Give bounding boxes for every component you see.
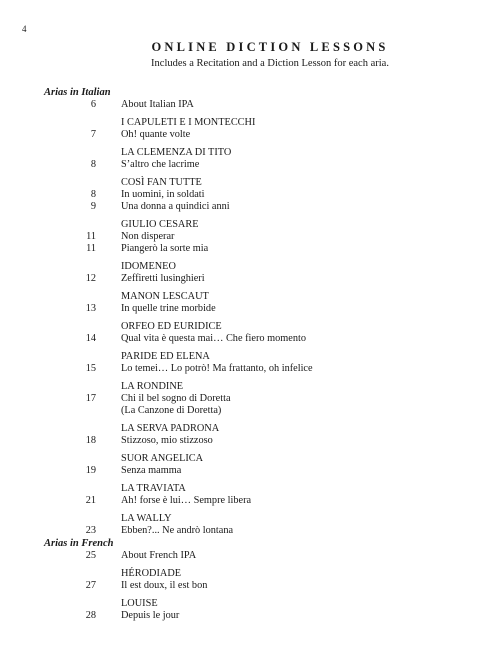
opera-title: LOUISE (121, 598, 158, 609)
aria-page-number: 11 (86, 231, 96, 242)
aria-title: Qual vita è questa mai… Che fiero momento (121, 333, 307, 344)
aria-page-number: 14 (85, 333, 96, 344)
aria-page-number: 17 (85, 393, 96, 404)
section-heading: Arias in French (44, 538, 114, 549)
aria-page-number: 7 (90, 129, 96, 140)
aria-title: In uomini, in soldati (121, 189, 205, 200)
aria-page-number: 9 (90, 201, 96, 212)
opera-entry (0, 255, 500, 285)
aria-title: Zeffiretti lusinghieri (121, 273, 205, 284)
opera-entry (0, 171, 500, 213)
list-item (0, 333, 500, 345)
page-title: ONLINE DICTION LESSONS (151, 40, 389, 54)
list-item (0, 363, 500, 375)
opera-entry (0, 375, 500, 417)
aria-page-number: 28 (85, 610, 96, 621)
aria-title: S’altro che lacrime (121, 159, 200, 170)
list-item (0, 303, 500, 315)
opera-title: I CAPULETI E I MONTECCHI (121, 117, 256, 128)
aria-page-number: 11 (86, 243, 96, 254)
aria-page-number: 18 (85, 435, 96, 446)
list-item (0, 189, 500, 201)
list-item (0, 495, 500, 507)
aria-page-number: 8 (90, 159, 96, 170)
aria-page-number: 8 (90, 189, 96, 200)
opera-title: LA SERVA PADRONA (121, 423, 220, 434)
opera-title: MANON LESCAUT (121, 291, 209, 302)
page-number: 4 (22, 24, 27, 34)
opera-title: GIULIO CESARE (121, 219, 199, 230)
opera-title: COSÌ FAN TUTTE (121, 177, 202, 188)
list-item (0, 550, 500, 562)
aria-title: Chi il bel sogno di Doretta (121, 393, 231, 404)
aria-title: Lo temei… Lo potrò! Ma frattanto, oh infelice (121, 363, 313, 374)
aria-title: About French IPA (121, 550, 197, 561)
opera-title: LA CLEMENZA DI TITO (121, 147, 232, 158)
aria-title: Una donna a quindici anni (121, 201, 230, 212)
opera-entry (0, 315, 500, 345)
list-item (0, 610, 500, 622)
opera-entry (0, 562, 500, 592)
page-subtitle: Includes a Recitation and a Diction Lesson for each aria. (151, 58, 389, 69)
aria-page-number: 15 (85, 363, 96, 374)
opera-title: ORFEO ED EURIDICE (121, 321, 222, 332)
opera-entry (0, 417, 500, 447)
aria-title: Il est doux, il est bon (121, 580, 208, 591)
opera-entry (0, 507, 500, 537)
opera-entry (0, 285, 500, 315)
opera-title: LA TRAVIATA (121, 483, 186, 494)
aria-page-number: 25 (85, 550, 96, 561)
opera-entry (0, 550, 500, 562)
aria-page-number: 6 (90, 99, 96, 110)
aria-page-number: 23 (85, 525, 96, 536)
opera-title: LA RONDINE (121, 381, 184, 392)
aria-title: Stizzoso, mio stizzoso (121, 435, 213, 446)
opera-entry (0, 477, 500, 507)
list-item (0, 159, 500, 171)
list-item (0, 243, 500, 255)
aria-page-number: 19 (85, 465, 96, 476)
aria-page-number: 12 (85, 273, 96, 284)
list-item (0, 525, 500, 537)
aria-title: Oh! quante volte (121, 129, 191, 140)
aria-title: Depuis le jour (121, 610, 180, 621)
aria-page-number: 27 (85, 580, 96, 591)
table-of-contents (0, 87, 500, 622)
aria-title: Ebben?... Ne andrò lontana (121, 525, 234, 536)
aria-title: In quelle trine morbide (121, 303, 216, 314)
list-item (0, 129, 500, 141)
list-item (0, 201, 500, 213)
opera-title: SUOR ANGELICA (121, 453, 204, 464)
list-item (0, 273, 500, 285)
opera-title: IDOMENEO (121, 261, 176, 272)
opera-entry (0, 345, 500, 375)
opera-entry (0, 213, 500, 255)
list-item (0, 231, 500, 243)
list-item (0, 405, 500, 417)
list-item (0, 580, 500, 592)
list-item (0, 435, 500, 447)
aria-title: (La Canzone di Doretta) (121, 405, 222, 416)
aria-title: Ah! forse è lui… Sempre libera (121, 495, 252, 506)
aria-page-number: 21 (85, 495, 96, 506)
aria-page-number: 13 (85, 303, 96, 314)
opera-entry (0, 111, 500, 141)
opera-entry (0, 447, 500, 477)
aria-page-number (0, 405, 121, 417)
opera-entry (0, 141, 500, 171)
opera-title: LA WALLY (121, 513, 172, 524)
opera-entry (0, 592, 500, 622)
opera-title: PARIDE ED ELENA (121, 351, 210, 362)
list-item (0, 465, 500, 477)
section-heading: Arias in Italian (44, 87, 111, 98)
aria-title: Senza mamma (121, 465, 182, 476)
opera-entry (0, 99, 500, 111)
aria-title: About Italian IPA (121, 99, 194, 110)
list-item (0, 99, 500, 111)
list-item (0, 393, 500, 405)
aria-title: Piangerò la sorte mia (121, 243, 209, 254)
opera-title: HÉRODIADE (121, 568, 182, 579)
aria-title: Non disperar (121, 231, 175, 242)
